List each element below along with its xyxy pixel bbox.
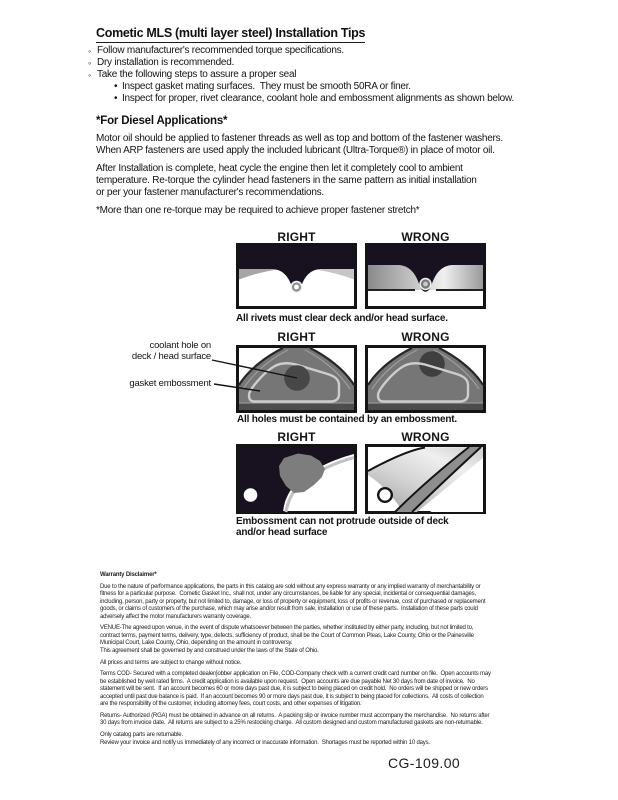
wrong-label: WRONG (401, 330, 450, 344)
right-label: RIGHT (277, 230, 316, 244)
coolant-hole-annotation: coolant hole on deck / head surface (131, 340, 211, 362)
diesel-paragraph: *More than one re-torque may be required to achieve proper fastener stretch* (96, 205, 420, 216)
list-item (114, 81, 578, 93)
embossment-caption: Embossment can not protrude outside of deck and/or head surface (236, 516, 449, 538)
hollow-bullet-icon: ◦ (88, 58, 91, 69)
right-label: RIGHT (277, 330, 316, 344)
rivet-caption: All rivets must clear deck and/or head surface. (236, 313, 448, 324)
gasket-embossment-annotation: gasket embossment (129, 378, 211, 389)
warranty-paragraph: Due to the nature of performance applications, the parts in this catalog are sold without any express warranty or any implied warranty of merchantability or fitness for a particular purpose. Cometic Gasket Inc., shall not, under any circumstances, be liable for any special, incidental or consequential damages, including, person, party or property, but not limited to, damage, or loss of property or equipment, loss of profits or revenue, cost of purchased or replacement goods, or claims of customers of the purchase, which may arise and/or result from sale, installation or use of these parts. Installation of these parts could adversely affect the motor manufacturers warranty coverage. (100, 583, 486, 620)
page-title: Cometic MLS (multi layer steel) Installation Tips (96, 26, 365, 43)
list-item (88, 45, 578, 57)
list-item-text: Inspect for proper, rivet clearance, coolant hole and embossment alignments as shown below. (122, 93, 514, 105)
embossment-wrong-diagram (365, 444, 486, 514)
embossment-right-diagram (236, 444, 357, 514)
list-item-text: Take the following steps to assure a proper seal (97, 69, 297, 81)
diesel-paragraph: Motor oil should be applied to fastener threads as well as top and bottom of the fastener washers. When ARP fasteners are used apply the included lubricant (Ultra-Torque®) in place of motor oil. (96, 133, 503, 157)
hollow-bullet-icon: ◦ (88, 46, 91, 56)
hollow-bullet-icon: ◦ (88, 70, 91, 81)
list-item (88, 57, 578, 69)
coolant-hole-wrong-diagram (365, 345, 486, 413)
list-item-text: Inspect gasket mating surfaces. They must be smooth 50RA or finer. (122, 81, 411, 93)
rivet-right-diagram (236, 243, 357, 309)
warranty-heading: Warranty Disclaimer* (100, 572, 157, 578)
warranty-paragraph: VENUE-The agreed upon venue, in the event of dispute whatsoever between the parties, whether instituted by either party, including, but not limited to, contract terms, payment terms, delivery, type, defects, sufficiency of product, shall be the Court of Common Pleas, Lake County, Ohio or the Painesville Municipal Court, Lake County, Ohio, depending on the amount in controversy. This agreement shall be governed by and construed under the laws of the State of Ohio. (100, 625, 474, 654)
diesel-paragraph: After Installation is complete, heat cycle the engine then let it completely cool to ambient temperature. Re-torque the cylinder head fasteners in the same pattern as initial installation or per your fastener manufacturer's recommendations. (96, 163, 477, 199)
coolant-hole-caption: All holes must be contained by an embossment. (237, 414, 457, 425)
bullet-icon: • (114, 81, 118, 93)
installation-tips-list (88, 45, 578, 105)
list-item (114, 93, 578, 105)
warranty-paragraph: Only catalog parts are returnable. Review your invoice and notify us immediately of any incorrect or inaccurate information. Shortages must be reported within 10 days. (100, 732, 430, 746)
wrong-label: WRONG (401, 230, 450, 244)
list-item-text: Follow manufacturer's recommended torque specifications. (97, 45, 344, 56)
bullet-icon: • (114, 93, 118, 105)
document-code: CG-109.00 (388, 755, 461, 771)
warranty-paragraph: Returns- Authorized (RGA) must be obtained in advance on all returns. A packing slip or invoice number must accompany the merchandise. No returns after 30 days from invoice date. All returns are subject to a 25% restocking charge. All custom designed and custom manufactured gaskets are non-returnable. (100, 713, 490, 727)
diesel-section-heading: *For Diesel Applications* (96, 115, 228, 127)
warranty-paragraph: Terms COD- Secured with a completed dealer/jobber application on File, COD-Company check with a current credit card number on file. Open accounts may be established by well rated firms. A credit application is available upon request. Open accounts are due payable Net 30 days from date of invoice. No statement will be sent. If an account becomes 60 or more days past due, it is subject to being placed on credit hold. No orders will be shipped or new orders accepted until past due balance is paid. If an account becomes 90 or more days past due, it is subject to being placed for collections. All costs of collection are the responsibility of the customer, including attorney fees, court costs, and other expenses of litigation. (100, 671, 491, 708)
list-item (88, 69, 578, 81)
annotation-pointer-lines (205, 352, 305, 397)
list-item-text: Dry installation is recommended. (97, 57, 235, 69)
warranty-paragraph: All prices and terms are subject to change without notice. (100, 659, 242, 666)
right-label: RIGHT (277, 430, 316, 444)
rivet-wrong-diagram (365, 243, 486, 309)
wrong-label: WRONG (401, 430, 450, 444)
warranty-disclaimer (100, 572, 570, 752)
